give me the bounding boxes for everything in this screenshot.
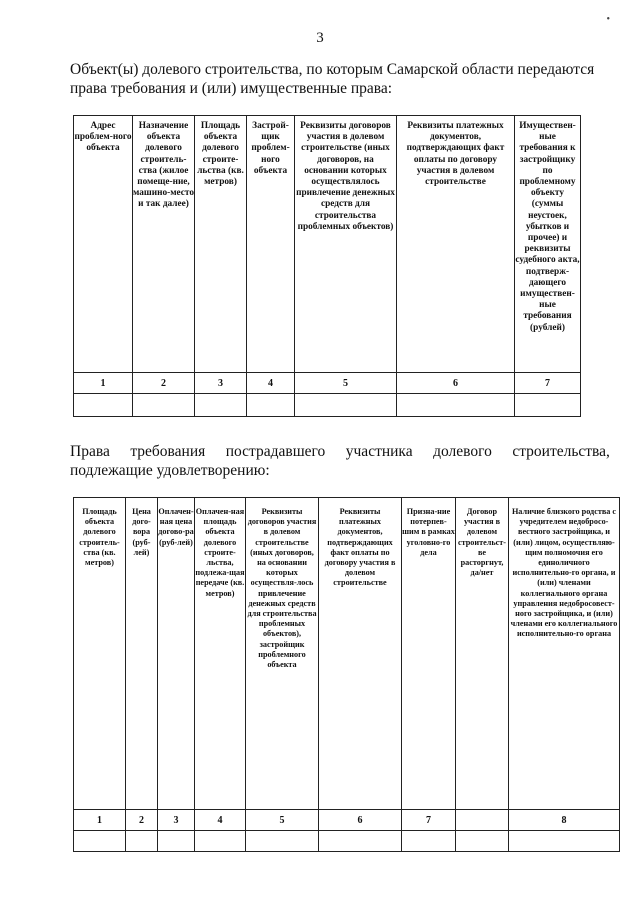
empty-cell[interactable] <box>515 394 581 417</box>
empty-cell[interactable] <box>195 831 246 852</box>
claims-table <box>73 497 620 852</box>
section2-heading-line2: подлежащие удовлетворению: <box>70 462 270 479</box>
col-header: Реквизиты платежных документов, подтверждающих факт оплаты по договору участия в долевом строительстве <box>397 116 515 373</box>
heading-word: требования <box>130 443 206 460</box>
col-number: 3 <box>195 373 247 394</box>
col-header: Назначение объекта долевого строитель-ства (жилое помеще-ние, машино-место и так далее) <box>133 116 195 373</box>
col-number: 7 <box>515 373 581 394</box>
empty-cell[interactable] <box>158 831 195 852</box>
col-header: Цена дого-вора (руб-лей) <box>126 498 158 810</box>
page-number: 3 <box>316 30 324 46</box>
empty-cell[interactable] <box>246 831 319 852</box>
col-number: 5 <box>246 810 319 831</box>
heading-word: строительства, <box>512 443 610 460</box>
empty-cell[interactable] <box>509 831 620 852</box>
heading-word: участника <box>345 443 413 460</box>
column-numbers-row <box>74 373 581 394</box>
col-number: 2 <box>126 810 158 831</box>
col-number: 8 <box>509 810 620 831</box>
column-numbers-row <box>74 810 620 831</box>
heading-word: пострадавшего <box>225 443 326 460</box>
col-number: 7 <box>402 810 456 831</box>
empty-cell[interactable] <box>295 394 397 417</box>
col-header: Реквизиты договоров участия в долевом строительстве (иных договоров, на основании которых осуществля-лось привлечение денежных средств для строительства проблемных объектов), застройщик проблемного объекта <box>246 498 319 810</box>
col-header: Оплачен-ная цена догово-ра (руб-лей) <box>158 498 195 810</box>
empty-cell[interactable] <box>397 394 515 417</box>
col-number: 6 <box>319 810 402 831</box>
col-number: 1 <box>74 810 126 831</box>
empty-cell[interactable] <box>126 831 158 852</box>
empty-cell[interactable] <box>247 394 295 417</box>
section2-heading <box>70 442 610 480</box>
col-number: 2 <box>133 373 195 394</box>
empty-cell[interactable] <box>456 831 509 852</box>
col-header: Договор участия в долевом строительст-ве расторгнут, да/нет <box>456 498 509 810</box>
empty-cell[interactable] <box>319 831 402 852</box>
col-number: 4 <box>195 810 246 831</box>
empty-row <box>74 394 581 417</box>
col-header: Реквизиты платежных документов, подтверждающих факт оплаты по договору участия в долевом строительстве <box>319 498 402 810</box>
objects-table-header <box>74 116 581 373</box>
corner-mark: • <box>606 14 610 25</box>
col-header: Площадь объекта долевого строитель-ства (кв. метров) <box>74 498 126 810</box>
empty-cell[interactable] <box>74 831 126 852</box>
col-header: Реквизиты договоров участия в долевом строительстве (иных договоров, на основании которых осуществлялось привлечение денежных средств для строительства проблемных объектов) <box>295 116 397 373</box>
objects-table <box>73 115 581 417</box>
claims-table-header <box>74 498 620 810</box>
empty-cell[interactable] <box>74 394 133 417</box>
empty-row <box>74 831 620 852</box>
empty-cell[interactable] <box>133 394 195 417</box>
col-header: Призна-ние потерпев-шим в рамках уголовно-го дела <box>402 498 456 810</box>
col-header: Оплачен-ная площадь объекта долевого строите-льства, подлежа-щая передаче (кв. метров) <box>195 498 246 810</box>
col-header: Имуществен-ные требования к застройщику по проблемному объекту (суммы неустоек, убытков и прочее) и реквизиты судебного акта, подтверж-дающего имуществен-ные требования (рублей) <box>515 116 581 373</box>
col-header: Наличие близкого родства с учредителем недобросо-вестного застройщика, и (или) лицом, осуществляю-щим полномочия его единоличного исполнительно-го органа, и (или) членами коллегиального органа управления недобросовест-ного застройщика, и (или) членами его коллегиального исполнительно-го органа <box>509 498 620 810</box>
col-header: Адрес проблем-ного объекта <box>74 116 133 373</box>
section2-heading-line1 <box>70 442 610 461</box>
heading-word: долевого <box>433 443 492 460</box>
col-number: 5 <box>295 373 397 394</box>
col-number: 6 <box>397 373 515 394</box>
col-number: 3 <box>158 810 195 831</box>
col-header: Застрой-щик проблем-ного объекта <box>247 116 295 373</box>
section1-heading: Объект(ы) долевого строительства, по которым Самарской области передаются права требования и (или) имущественные права: <box>70 61 595 97</box>
col-number: 1 <box>74 373 133 394</box>
col-number: 4 <box>247 373 295 394</box>
empty-cell[interactable] <box>195 394 247 417</box>
col-number <box>456 810 509 831</box>
col-header: Площадь объекта долевого строите-льства (кв. метров) <box>195 116 247 373</box>
heading-word: Права <box>70 443 110 460</box>
empty-cell[interactable] <box>402 831 456 852</box>
